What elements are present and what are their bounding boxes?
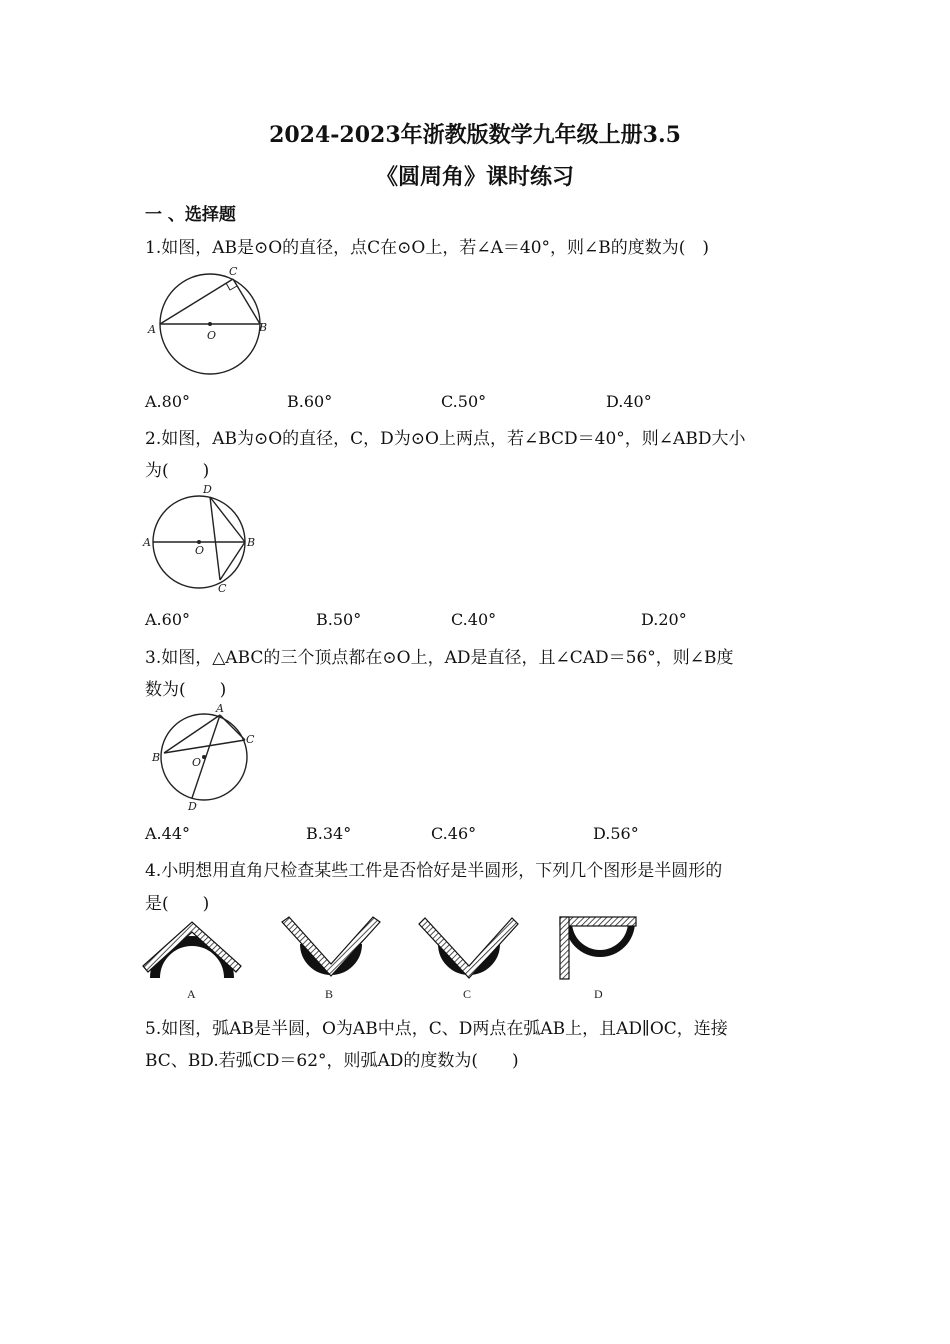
q3-chord-ab: [164, 715, 220, 753]
q1-chord-bc: [233, 279, 260, 324]
question-3-text-line-1: 3.如图，△ABC的三个顶点都在⊙O上，AD是直径，且∠CAD＝56°，则∠B度: [145, 648, 734, 668]
question-1-option-d[interactable]: D.40°: [606, 392, 652, 411]
q4-label-d: D: [594, 987, 603, 1001]
q3-chord-bc: [164, 740, 245, 753]
q3-center-dot: [202, 755, 206, 759]
question-1-text: 1.如图，AB是⊙O的直径，点C在⊙O上，若∠A＝40°，则∠B的度数为( ): [145, 238, 710, 258]
question-3-option-a[interactable]: A.44°: [145, 824, 190, 843]
q2-label-o: O: [195, 544, 205, 557]
question-5-text-line-1: 5.如图，弧AB是半圆，O为AB中点，C、D两点在弧AB上，且AD∥OC，连接: [145, 1019, 728, 1039]
question-2-option-c[interactable]: C.40°: [451, 610, 497, 629]
q1-label-o: O: [207, 329, 217, 342]
q2-chord-dc: [210, 497, 220, 580]
question-1-figure: [145, 265, 275, 375]
q4-figure-a: [143, 922, 241, 1001]
question-2-option-d[interactable]: D.20°: [641, 610, 687, 629]
q2-label-a: A: [143, 536, 151, 549]
page-title: 2024-2023年浙教版数学九年级上册3.5: [269, 122, 681, 148]
q3-label-a: A: [216, 702, 224, 715]
q4-figure-d: [560, 917, 636, 1001]
q3-label-b: B: [152, 751, 161, 764]
q3-label-o: O: [192, 756, 202, 769]
q4-b-square: [282, 917, 380, 976]
question-3-figure: [150, 700, 270, 815]
question-3-option-b[interactable]: B.34°: [306, 824, 352, 843]
question-3-option-d[interactable]: D.56°: [593, 824, 639, 843]
question-2-text-line-2: 为( ): [145, 461, 210, 481]
q4-label-c: C: [463, 987, 472, 1001]
q4-label-a: A: [187, 987, 196, 1001]
q1-chord-ac: [160, 279, 233, 324]
question-5-text-line-2: BC、BD.若弧CD＝62°，则弧AD的度数为( ): [145, 1051, 519, 1071]
page-subtitle: 《圆周角》课时练习: [375, 164, 574, 190]
q4-figure-c: [419, 918, 518, 1001]
q4-figure-b: [282, 917, 380, 1001]
question-2-option-a[interactable]: A.60°: [145, 610, 190, 629]
question-3-text-line-2: 数为( ): [145, 680, 227, 700]
q1-label-c: C: [229, 265, 238, 278]
q4-d-square-side: [560, 917, 569, 979]
q1-center-dot: [208, 322, 212, 326]
q4-label-b: B: [325, 987, 334, 1001]
q2-label-d: D: [203, 483, 212, 496]
question-4-text-line-1: 4.小明想用直角尺检查某些工件是否恰好是半圆形，下列几个图形是半圆形的: [145, 861, 723, 881]
question-4-text-line-2: 是( ): [145, 894, 210, 914]
q2-label-c: C: [218, 582, 227, 595]
question-4-figures: [140, 914, 660, 1006]
q4-d-square-top: [560, 917, 636, 926]
q3-label-d: D: [188, 800, 197, 813]
question-1-option-c[interactable]: C.50°: [441, 392, 487, 411]
q1-label-b: B: [259, 321, 268, 334]
q2-label-b: B: [247, 536, 256, 549]
q1-label-a: A: [148, 323, 156, 336]
q4-c-square: [419, 918, 518, 978]
q3-chord-ac: [220, 715, 245, 740]
question-3-option-c[interactable]: C.46°: [431, 824, 477, 843]
question-1-option-a[interactable]: A.80°: [145, 392, 190, 411]
question-2-text-line-1: 2.如图，AB为⊙O的直径，C，D为⊙O上两点，若∠BCD＝40°，则∠ABD大小: [145, 429, 746, 449]
question-1-option-b[interactable]: B.60°: [287, 392, 333, 411]
question-2-figure: [140, 484, 270, 599]
section-heading: 一 、选择题: [145, 205, 236, 225]
question-2-option-b[interactable]: B.50°: [316, 610, 362, 629]
q3-label-c: C: [246, 733, 255, 746]
